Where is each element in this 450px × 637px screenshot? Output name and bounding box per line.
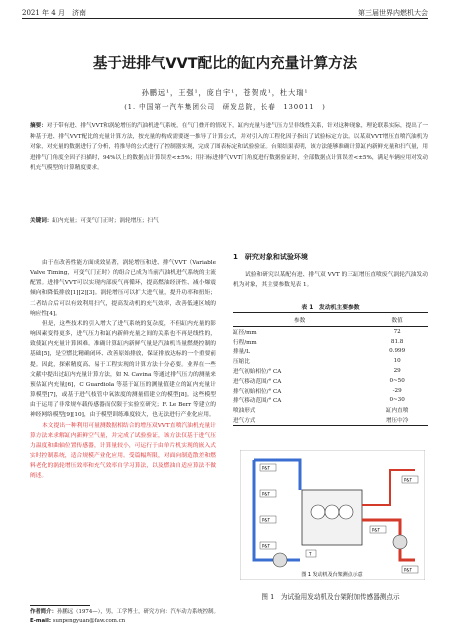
table-cell-param: 进气方式 — [233, 415, 366, 425]
table-row — [233, 376, 428, 386]
cylinder-3 — [339, 505, 353, 519]
table-cell-value: -29 — [392, 387, 402, 394]
table-cell-param: 行程/mm — [233, 339, 257, 346]
table-row — [233, 396, 428, 406]
footnote-author-text: 孙鹏远（1974—），男，工学博士，研究方向：汽车动力系统控制。 — [56, 609, 219, 615]
intro-paragraph-3: 本文提出一种利用可量测数据相结合的增压双VVT直喷汽油机充量计算方法来求解缸内新鲜空气量，并完成了试验验证，该方法仅基于进气压力温度和曲轴位置传感器，计算量较小，可运行于由单片机实现的嵌入式实时控制系统，适合规模产业化应用。受篇幅所限，对面向制造散差和燃料老化的涡轮增压效率和充气效率自学习算法，以及燃油自适应算法不做阐述。 — [30, 422, 216, 480]
table-header-param: 参数 — [233, 313, 366, 327]
sensor-label: P&T — [262, 465, 270, 471]
footnote — [30, 608, 219, 626]
intro-paragraph-2: 但是，这些技术的引入增大了进气系统的复杂度，不但缸内充量的影响因素变得更多，进气压力和缸内新鲜充量之间的关系也不再是线性的，致使缸内充量计算困难。准确计算缸内新鲜气量是汽油机当量燃烧控制的基础[5]，是空燃比精确闭环、改善原始排放，保证排放达标的一个重要前提。因此，探索精度高、易于工程实现的计算方法十分必要。业界在一些文献中提出过缸内充量计算方法，如 N. Cavina 等通过排气压力的测量来预估缸内充量[6]，C Guardiola 等基于缸压的测量值建立的缸内充量计算模型[7]，或基于进气枝管中氧浓度的测量值建立的模型[8]。这些模型由于运用了非常规车载传感器而仅限于实验室研究；F. Le Berr 等建立的神经网络模型[9][10]，由于模型训练难度较大，也无法进行产业化应用。 — [30, 320, 216, 419]
table-cell-value: 10 — [393, 358, 401, 365]
table-cell-param: 排量/L — [233, 349, 250, 356]
sensor-label: P&T — [404, 477, 412, 483]
sensor-label: P&T — [404, 567, 412, 573]
table-row — [233, 405, 428, 415]
right-column-text — [233, 270, 428, 290]
table-cell-param: 排气初始相位/° CA — [233, 388, 282, 395]
engine-parameter-table — [233, 312, 428, 426]
running-header — [22, 6, 428, 19]
affiliation: (1. 中国第一汽车集团公司 研发总院，长春 130011 ) — [124, 103, 326, 111]
table-cell-value: 72 — [393, 328, 401, 335]
turbocharger-compressor — [273, 553, 287, 567]
footnote-email-label: E-mail: — [30, 618, 52, 624]
header-date: 2021 年 4 月 济南 — [22, 9, 86, 17]
cylinder-1 — [311, 505, 325, 519]
cylinder-2 — [325, 505, 339, 519]
table-cell-param: 排气移动范围/° CA — [233, 398, 282, 405]
table-row — [233, 337, 428, 347]
table-row — [233, 366, 428, 376]
section-1-heading: 1 研究对象和试验环境 — [233, 253, 308, 261]
keywords — [30, 216, 428, 226]
footnote-author — [30, 608, 219, 617]
table-cell-value: 0~30 — [389, 397, 405, 404]
table-header-value: 数值 — [366, 313, 428, 327]
sensor-label: P&T — [262, 543, 270, 549]
turbocharger-turbine — [393, 535, 407, 549]
abstract-text: 对于带有进、排气VVT和涡轮增压的汽油机进气系统，在气门叠开的情况下，缸内充量与进气压力呈非线性关系，针对这种现象，理论联系实际，提出了一种基于进、排气VVT配比的充量计算方法，按充量的构成需要逐一推导了计算公式，并对引入的工程化因子指出了试验标定方法。以某双VVT增压直喷汽油机为对象，对充量的数据进行了分析，将推导的公式进行了控制器实现，完成了图表标定和试验验证。台架结果表明，该方法能够准确计算缸内新鲜充量和扫气量，用进排气门角度全因子扫描时，94%以上的数据点计算误差<±5%；用扫标进排气VVT门角度进行数据验证时，全部数据点计算误差<±5%，满足车辆应用对发动机充气模型的计算精度要求。 — [30, 123, 428, 171]
footnote-author-label: 作者简介： — [30, 609, 57, 615]
table-cell-param: 喷油形式 — [233, 408, 256, 415]
keywords-label: 关键词： — [30, 218, 53, 224]
table-cell-param: 缸径/mm — [233, 329, 257, 336]
footnote-email-text: sunpengyuan@faw.com.cn — [52, 618, 126, 624]
abstract-label: 摘要： — [30, 123, 47, 129]
table-row — [233, 386, 428, 396]
keywords-text: 缸内充量；可变气门正时；涡轮增压；扫气 — [52, 218, 159, 224]
table-row — [233, 347, 428, 357]
table-row — [233, 327, 428, 337]
footnote-rule — [30, 605, 90, 606]
table-cell-value: 0~50 — [389, 377, 405, 384]
table-cell-value: 增压中冷 — [366, 415, 428, 425]
sensor-label: P&T — [262, 491, 270, 497]
table-row — [233, 356, 428, 366]
table-cell-param: 进气移动范围/° CA — [233, 378, 282, 385]
table-cell-value: 缸内直喷 — [385, 408, 409, 415]
table-cell-value: 0.999 — [389, 348, 406, 355]
footnote-email — [30, 617, 219, 626]
intro-paragraph-1: 由于在改善性能方面成效显著，涡轮增压和进、排气VVT（Variable Valve Timing，可变气门正时）的组合已成为当前汽油机进气系统的主流配置。进排气VVT可以实现内部废气再循环，提高燃油经济性、减小爆震倾向和降低排放[1][2][3]。涡轮增压可以扩大进气量，提升功率和扭矩；二者结合后可以有效利用扫气，提高发动机的充气效率，改善低速区域的响应性[4]。 — [30, 260, 216, 317]
paper-title: 基于进排气VVT配比的缸内充量计算方法 — [92, 56, 358, 72]
section-1-paragraph: 试验和研究以某配有进、排气双 VVT 的三缸增压直喷废气涡轮汽油发动机为对象，其主要参数见表 1。 — [233, 272, 428, 289]
table-cell-value: 81.8 — [390, 338, 404, 345]
abstract — [30, 121, 428, 174]
engine-test-bench-diagram — [240, 450, 425, 580]
author-list: 孙鹏远¹，王强¹，庞自宇¹，苍贺成¹，杜大瑞¹ — [141, 88, 309, 97]
table-caption: 表 1 发动机主要参数 — [301, 305, 360, 311]
table-row — [233, 415, 428, 425]
sensor-label: P&T — [262, 517, 270, 523]
header-conference: 第三届世界内燃机大会 — [358, 9, 428, 17]
table-cell-param: 进气初始相位/° CA — [233, 369, 282, 376]
table-cell-param: 压缩比 — [233, 359, 250, 366]
sensor-label: P&T — [372, 527, 380, 533]
figure-inner-caption: 图 1 发动机及台架测点示意 — [301, 572, 363, 578]
sensor-label: T — [309, 551, 312, 557]
figure-caption: 图 1 为试验用发动机及台架附加传感器测点示 — [261, 593, 400, 601]
left-column — [30, 258, 216, 481]
table-header-row — [233, 313, 428, 327]
table-cell-value: 29 — [393, 368, 401, 375]
